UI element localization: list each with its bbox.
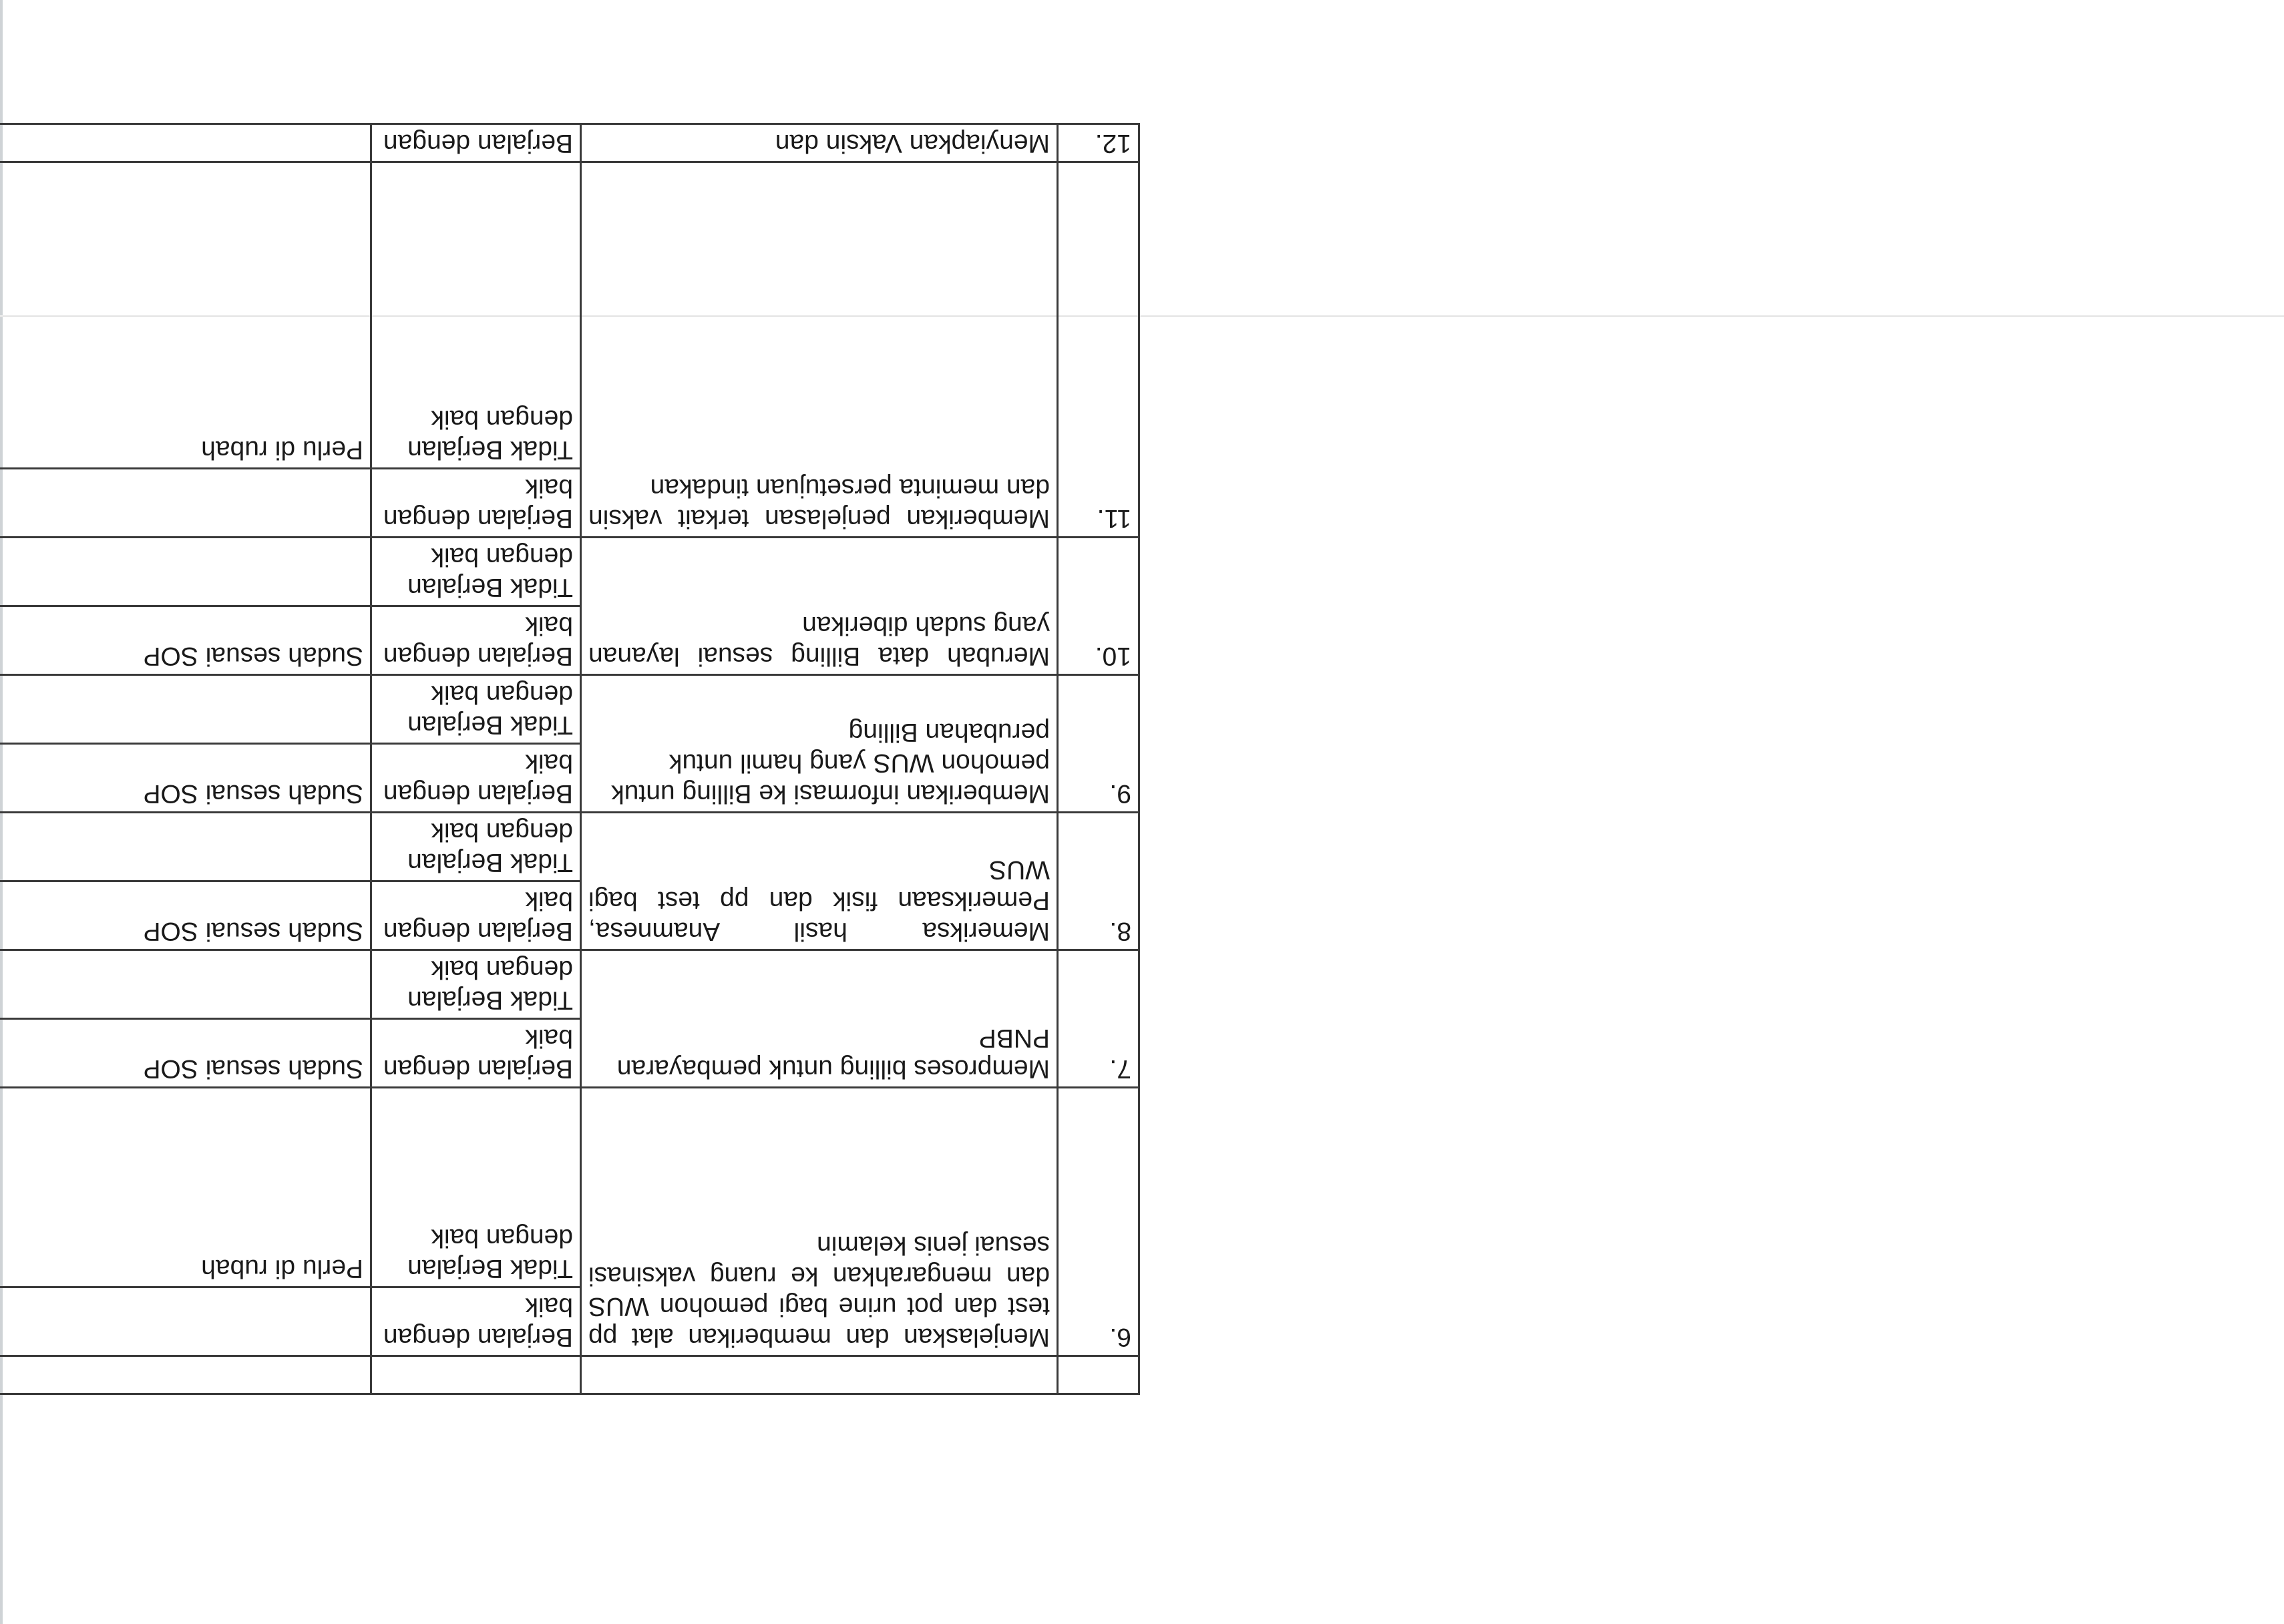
status-cell: Tidak Berjalan dengan baik [371, 538, 581, 606]
status-cell: Berjalan dengan baik [371, 744, 581, 813]
row-number: 7. [1058, 950, 1139, 1088]
table-row [0, 744, 1139, 813]
row-number: 8. [1058, 813, 1139, 950]
status-cell: Tidak Berjalan dengan baik [371, 162, 581, 469]
assessment-cell: Perlu di rubah [0, 162, 371, 469]
assessment-cell [0, 1356, 371, 1394]
assessment-cell [0, 675, 371, 744]
assessment-cell [0, 124, 371, 162]
table-row [0, 1356, 1139, 1394]
row-number: 6. [1058, 1088, 1139, 1356]
assessment-cell: Perlu di rubah [0, 1088, 371, 1287]
status-cell: Berjalan dengan baik [371, 881, 581, 950]
assessment-cell [0, 1287, 371, 1356]
activity-cell: Memproses billing untuk pembayaran PNBP [581, 950, 1058, 1088]
assessment-cell: Sudah sesuai SOP [0, 881, 371, 950]
status-cell: Tidak Berjalan dengan baik [371, 813, 581, 881]
table-row [0, 1287, 1139, 1356]
status-cell [371, 1356, 581, 1394]
activity-table [0, 123, 1140, 1395]
activity-cell: Memberikan penjelasan terkait vaksin dan meminta persetujuan tindakan [581, 162, 1058, 538]
assessment-cell [0, 813, 371, 881]
assessment-cell: Sudah sesuai SOP [0, 606, 371, 675]
assessment-cell [0, 950, 371, 1019]
activity-cell: Merubah data Billing sesuai layanan yang sudah diberikan [581, 538, 1058, 675]
assessment-cell: Sudah sesuai SOP [0, 1019, 371, 1088]
status-cell: Berjalan dengan [371, 124, 581, 162]
table-row [0, 1019, 1139, 1088]
activity-cell: Memberikan informasi ke Billing untuk pemohon WUS yang hamil untuk perubahan Billing [581, 675, 1058, 813]
status-cell: Berjalan dengan baik [371, 606, 581, 675]
status-cell: Berjalan dengan baik [371, 469, 581, 538]
table-row [0, 606, 1139, 675]
activity-cell: Memeriksa hasil Anamnesa, Pemeriksaan fisik dan pp test bagi WUS [581, 813, 1058, 950]
activity-cell: Menyiapkan Vaksin dan [581, 124, 1058, 162]
row-number: 12. [1058, 124, 1139, 162]
activity-cell [581, 1356, 1058, 1394]
status-cell: Tidak Berjalan dengan baik [371, 675, 581, 744]
row-number: 11. [1058, 162, 1139, 538]
assessment-cell: Sudah sesuai SOP [0, 744, 371, 813]
table-row [0, 881, 1139, 950]
row-number: 10. [1058, 538, 1139, 675]
status-cell: Berjalan dengan baik [371, 1287, 581, 1356]
status-cell: Tidak Berjalan dengan baik [371, 950, 581, 1019]
table-row [0, 469, 1139, 538]
table-row [0, 124, 1139, 162]
row-number: 9. [1058, 675, 1139, 813]
assessment-cell [0, 538, 371, 606]
row-number [1058, 1356, 1139, 1394]
activity-cell: Menjelaskan dan memberikan alat pp test dan pot urine bagi pemohon WUS dan mengarahkan ke ruang vaksinasi sesuai jenis kelamin [581, 1088, 1058, 1356]
status-cell: Tidak Berjalan dengan baik [371, 1088, 581, 1287]
assessment-cell [0, 469, 371, 538]
status-cell: Berjalan dengan baik [371, 1019, 581, 1088]
